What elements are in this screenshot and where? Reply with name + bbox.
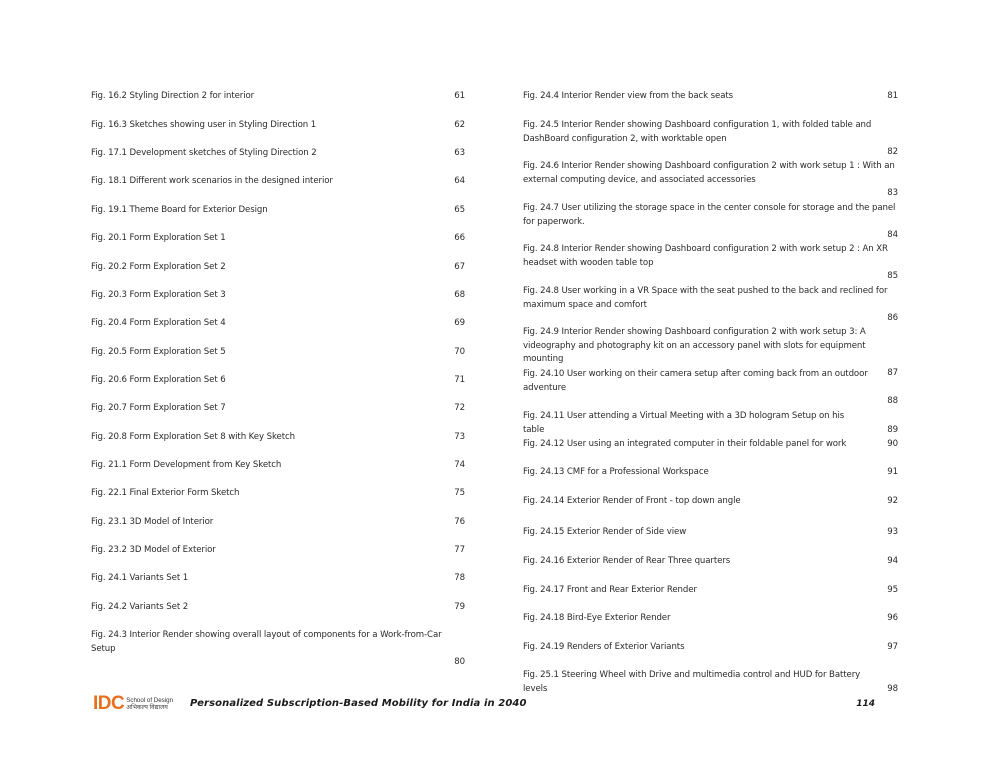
logo-mark: IDC [93, 693, 125, 714]
figure-entry[interactable] [523, 285, 898, 326]
figure-title: Fig. 24.8 Interior Render showing Dashboard configuration 2 with work setup 2 : An XR headset with wooden table top [523, 244, 888, 268]
figure-entry[interactable] [523, 495, 898, 509]
figure-entry[interactable] [91, 544, 465, 558]
figure-entry[interactable] [91, 431, 465, 445]
figure-page-number: 97 [887, 642, 898, 652]
figure-page-number: 67 [454, 262, 465, 272]
figure-entry[interactable] [523, 641, 898, 655]
figure-entry[interactable] [91, 374, 465, 388]
figure-entry[interactable] [91, 289, 465, 303]
figure-title: Fig. 24.9 Interior Render showing Dashboard configuration 2 with work setup 3: A videography and photography kit on an accessory panel with slots for equipment mounting [523, 327, 866, 365]
figure-title: Fig. 20.1 Form Exploration Set 1 [91, 233, 226, 243]
figure-page-number: 89 [887, 424, 898, 435]
figure-title: Fig. 17.1 Development sketches of Styling Direction 2 [91, 148, 317, 158]
figure-page-number: 91 [887, 467, 898, 477]
figure-entry[interactable] [91, 147, 465, 161]
figure-page-number: 88 [887, 396, 898, 407]
figure-title: Fig. 24.16 Exterior Render of Rear Three quarters [523, 556, 731, 566]
figure-page-number: 73 [454, 432, 465, 442]
figure-title: Fig. 24.11 User attending a Virtual Meeting with a 3D hologram Setup on his table [523, 411, 845, 435]
figure-entry[interactable] [91, 317, 465, 331]
figure-entry[interactable] [523, 612, 898, 626]
figure-title: Fig. 21.1 Form Development from Key Sketch [91, 460, 282, 470]
figure-entry[interactable] [523, 466, 898, 480]
figure-title: Fig. 20.8 Form Exploration Set 8 with Key Sketch [91, 432, 295, 442]
figure-page-number: 75 [454, 488, 465, 498]
figure-entry[interactable] [91, 346, 465, 360]
figure-entry[interactable] [91, 487, 465, 501]
figure-title: Fig. 24.17 Front and Rear Exterior Render [523, 585, 697, 595]
figure-title: Fig. 24.14 Exterior Render of Front - top down angle [523, 496, 741, 506]
figure-title: Fig. 24.6 Interior Render showing Dashboard configuration 2 with work setup 1 : With an external computing device, and associated accessories [523, 161, 895, 185]
figure-entry[interactable] [91, 516, 465, 530]
figure-page-number: 86 [887, 313, 898, 324]
figure-entry[interactable] [91, 629, 465, 670]
figure-entry[interactable] [523, 90, 898, 104]
figure-entry[interactable] [523, 584, 898, 598]
figure-entry[interactable] [523, 410, 898, 437]
figure-page-number: 83 [887, 188, 898, 199]
figure-entry[interactable] [91, 402, 465, 416]
figure-title: Fig. 24.1 Variants Set 1 [91, 573, 189, 583]
figure-title: Fig. 24.7 User utilizing the storage space in the center console for storage and the panel for paperwork. [523, 203, 896, 227]
figure-title: Fig. 24.10 User working on their camera setup after coming back from an outdoor adventure [523, 369, 868, 393]
figure-entry[interactable] [523, 669, 898, 696]
figure-page-number: 96 [887, 613, 898, 623]
figure-entry[interactable] [91, 572, 465, 586]
figure-entry[interactable] [91, 204, 465, 218]
figure-title: Fig. 24.8 User working in a VR Space with the seat pushed to the back and reclined for maximum space and comfort [523, 286, 888, 310]
figure-entry[interactable] [523, 438, 898, 452]
figure-title: Fig. 22.1 Final Exterior Form Sketch [91, 488, 240, 498]
figure-page-number: 63 [454, 148, 465, 158]
page-number: 114 [856, 699, 875, 709]
figure-title: Fig. 20.7 Form Exploration Set 7 [91, 403, 226, 413]
figure-page-number: 76 [454, 517, 465, 527]
figure-title: Fig. 20.6 Form Exploration Set 6 [91, 375, 226, 385]
figure-entry[interactable] [91, 90, 465, 104]
figure-page-number: 65 [454, 205, 465, 215]
figure-page-number: 64 [454, 176, 465, 186]
figure-page-number: 85 [887, 271, 898, 282]
figure-title: Fig. 23.2 3D Model of Exterior [91, 545, 216, 555]
figure-page-number: 93 [887, 527, 898, 537]
figure-page-number: 98 [887, 683, 898, 694]
figure-title: Fig. 24.19 Renders of Exterior Variants [523, 642, 685, 652]
figure-page-number: 71 [454, 375, 465, 385]
figure-title: Fig. 24.18 Bird-Eye Exterior Render [523, 613, 671, 623]
figure-page-number: 80 [454, 657, 465, 668]
figure-page-number: 87 [887, 367, 898, 378]
figure-title: Fig. 20.4 Form Exploration Set 4 [91, 318, 226, 328]
logo-text [126, 697, 173, 711]
figure-page-number: 94 [887, 556, 898, 566]
figure-title: Fig. 23.1 3D Model of Interior [91, 517, 214, 527]
figure-title: Fig. 24.4 Interior Render view from the back seats [523, 91, 734, 101]
figure-page-number: 92 [887, 496, 898, 506]
figure-entry[interactable] [91, 119, 465, 133]
figure-title: Fig. 24.15 Exterior Render of Side view [523, 527, 687, 537]
page-footer [93, 694, 883, 716]
figure-page-number: 90 [887, 439, 898, 449]
figure-page-number: 66 [454, 233, 465, 243]
figure-entry[interactable] [91, 601, 465, 615]
figure-entry[interactable] [523, 555, 898, 569]
logo-line-english: School of Design [126, 697, 174, 704]
figure-entry[interactable] [91, 175, 465, 189]
figure-page-number: 72 [454, 403, 465, 413]
figure-entry[interactable] [523, 526, 898, 540]
figure-page-number: 62 [454, 120, 465, 130]
document-title: Personalized Subscription-Based Mobility for India in 2040 [190, 698, 527, 709]
figure-page-number: 77 [454, 545, 465, 555]
figure-page-number: 78 [454, 573, 465, 583]
figure-entry[interactable] [523, 368, 898, 409]
figure-title: Fig. 20.3 Form Exploration Set 3 [91, 290, 226, 300]
figure-entry[interactable] [91, 459, 465, 473]
figure-title: Fig. 24.2 Variants Set 2 [91, 602, 189, 612]
figure-entry[interactable] [523, 119, 898, 160]
figure-title: Fig. 16.2 Styling Direction 2 for interior [91, 91, 255, 101]
figure-page-number: 82 [887, 147, 898, 158]
figure-page-number: 74 [454, 460, 465, 470]
figure-title: Fig. 19.1 Theme Board for Exterior Design [91, 205, 268, 215]
figure-page-number: 61 [454, 91, 465, 101]
figure-page-number: 69 [454, 318, 465, 328]
figure-entry[interactable] [91, 261, 465, 275]
figure-entry[interactable] [91, 232, 465, 246]
figure-title: Fig. 25.1 Steering Wheel with Drive and multimedia control and HUD for Battery levels [523, 670, 861, 694]
figure-entry[interactable] [523, 160, 898, 201]
figure-entry[interactable] [523, 243, 898, 284]
figure-title: Fig. 20.2 Form Exploration Set 2 [91, 262, 226, 272]
figure-title: Fig. 24.13 CMF for a Professional Workspace [523, 467, 709, 477]
figure-page-number: 70 [454, 347, 465, 357]
figure-title: Fig. 16.3 Sketches showing user in Styling Direction 1 [91, 120, 317, 130]
figure-page-number: 95 [887, 585, 898, 595]
figure-title: Fig. 24.5 Interior Render showing Dashboard configuration 1, with folded table and DashBoard configuration 2, with worktable open [523, 120, 872, 144]
figure-title: Fig. 18.1 Different work scenarios in the designed interior [91, 176, 333, 186]
figure-entry[interactable] [523, 202, 898, 243]
figure-title: Fig. 24.3 Interior Render showing overall layout of components for a Work-from-Car Setup [91, 630, 442, 654]
figure-page-number: 81 [887, 91, 898, 101]
figure-title: Fig. 20.5 Form Exploration Set 5 [91, 347, 226, 357]
figure-page-number: 68 [454, 290, 465, 300]
logo-line-hindi: अभिकल्प विद्यालय [126, 704, 168, 711]
idc-logo [93, 694, 173, 714]
figure-title: Fig. 24.12 User using an integrated computer in their foldable panel for work [523, 439, 847, 449]
figure-page-number: 84 [887, 230, 898, 241]
figure-page-number: 79 [454, 602, 465, 612]
